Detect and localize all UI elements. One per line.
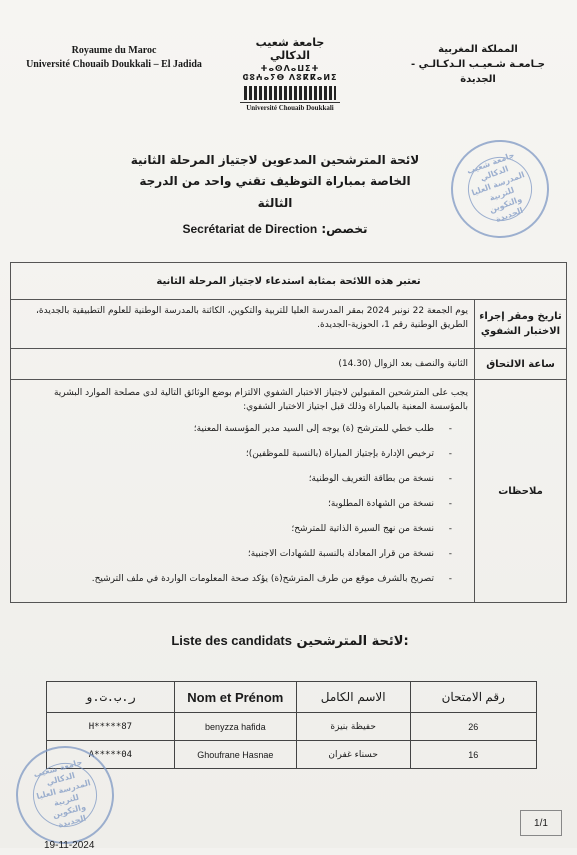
list-item: - تصريح بالشرف موقع من طرف المترشح(ة) يؤكد صحة المعلومات الواردة في ملف الترشيح. <box>17 572 452 586</box>
specialty-label: تخصص: <box>321 222 368 236</box>
info-table <box>10 262 567 603</box>
column-header-name-fr: Nom et Prénom <box>174 682 296 713</box>
title-line-1: لائحة المترشحين المدعوين لاجتياز المرحلة الثانية <box>130 153 420 167</box>
candidates-title-fr: Liste des candidats <box>171 633 292 648</box>
logo-french: Université Chouaib Doukkali <box>240 102 340 112</box>
info-label: ساعة الالتحاق <box>474 349 566 379</box>
university-logo <box>240 36 340 112</box>
list-item: - طلب خطي للمترشح (ة) يوجه إلى السيد مدير المؤسسة المعنية؛ <box>17 422 452 436</box>
title-line-2: الخاصة بمباراة التوظيف تقني واحد من الدرجة الثالثة <box>139 174 411 210</box>
list-item: - نسخة من بطاقة التعريف الوطنية؛ <box>17 472 452 486</box>
specialty-value: Secrétariat de Direction <box>182 222 318 236</box>
cell-cin: H*****87 <box>47 713 175 741</box>
list-item: - نسخة من نهج السيرة الذاتية للمترشح؛ <box>17 522 452 536</box>
info-label: تاريخ ومقر إجراء الاختبار الشفوي <box>474 300 566 348</box>
notes-content <box>11 380 474 602</box>
column-header-cin: ر.ب.ت.و <box>47 682 175 713</box>
header-university-fr: Université Chouaib Doukkali – El Jadida <box>26 59 202 70</box>
candidates-title-ar: لائحة المترشحين: <box>296 634 409 649</box>
info-value: يوم الجمعة 22 نونبر 2024 بمقر المدرسة العليا للتربية والتكوين، الكائنة بالمدرسة الوطنية للعلوم التطبيقية بالجديدة، الطريق الوطنية رقم 1، الحوزية-الجديدة. <box>36 306 468 330</box>
stamp-text: جامعة شعيب الدكالي المدرسة العليا للتربية والتكوين الجديدة <box>459 148 541 230</box>
column-header-exam-number: رقم الامتحان <box>410 682 537 713</box>
cell-exam-number: 26 <box>410 713 537 741</box>
header-kingdom-ar: المملكة المغربية <box>438 44 518 55</box>
logo-tifinagh: ⵜⴰⵙⴷⴰⵡⵉⵜ ⵛⵓⵄⴰⵢⴱ ⴷⵓⴽⴽⴰⵍⵉ <box>242 64 338 82</box>
cell-name-ar: حفيظة بنيزة <box>296 713 410 741</box>
list-item: - نسخة من قرار المعادلة بالنسبة للشهادات الاجنبية؛ <box>17 547 452 561</box>
info-value: الثانية والنصف بعد الزوال (14.30) <box>338 359 468 369</box>
column-header-name-ar: الاسم الكامل <box>296 682 410 713</box>
cell-name-fr: Ghoufrane Hasnae <box>174 741 296 769</box>
info-table-header: تعتبر هذه اللائحة بمثابة استدعاء لاجتياز المرحلة الثانية <box>11 263 566 300</box>
cell-exam-number: 16 <box>410 741 537 769</box>
header-university-ar: جـامعـة شـعيـب الـدكـالـي - الجديدة <box>411 59 545 85</box>
cell-name-fr: benyzza hafida <box>174 713 296 741</box>
logo-emblem-icon <box>244 86 336 100</box>
document-date: 19-11-2024 <box>44 840 95 851</box>
official-stamp-icon <box>437 126 563 252</box>
notes-list <box>17 422 468 586</box>
header-left <box>14 44 214 72</box>
page-number: 1/1 <box>520 810 562 836</box>
list-item: - ترخيص الإدارة بإجتياز المباراة (بالنسبة للموظفين)؛ <box>17 447 452 461</box>
table-row <box>47 713 537 741</box>
candidates-table <box>46 681 537 769</box>
cell-cin: A*****04 <box>47 741 175 769</box>
cell-name-ar: حسناء غفران <box>296 741 410 769</box>
info-row-time <box>11 349 566 380</box>
document-title <box>120 150 430 240</box>
header-right <box>393 42 563 87</box>
notes-label: ملاحظات <box>474 380 566 602</box>
table-row <box>47 741 537 769</box>
candidates-title <box>140 633 440 649</box>
list-item: - نسخة من الشهادة المطلوبة؛ <box>17 497 452 511</box>
logo-arabic: جامعة شعيب الدكالي <box>255 36 325 62</box>
info-row-date-place <box>11 300 566 349</box>
table-header-row <box>47 682 537 713</box>
notes-intro: يجب على المترشحين المقبولين لاجتياز الاختبار الشفوي الالتزام بوضع الوثائق التالية لدى مصلحة الموارد البشرية بالمؤسسة المعنية بالمباراة وذلك قبل اجتياز الاختبار الشفوي: <box>53 388 468 412</box>
header-kingdom-fr: Royaume du Maroc <box>71 45 157 56</box>
stamp-text: جامعة شعيب الدكالي المدرسة العليا للتربية والتكوين الجديدة <box>26 756 104 834</box>
title-specialty <box>120 218 430 240</box>
info-row-notes <box>11 380 566 602</box>
